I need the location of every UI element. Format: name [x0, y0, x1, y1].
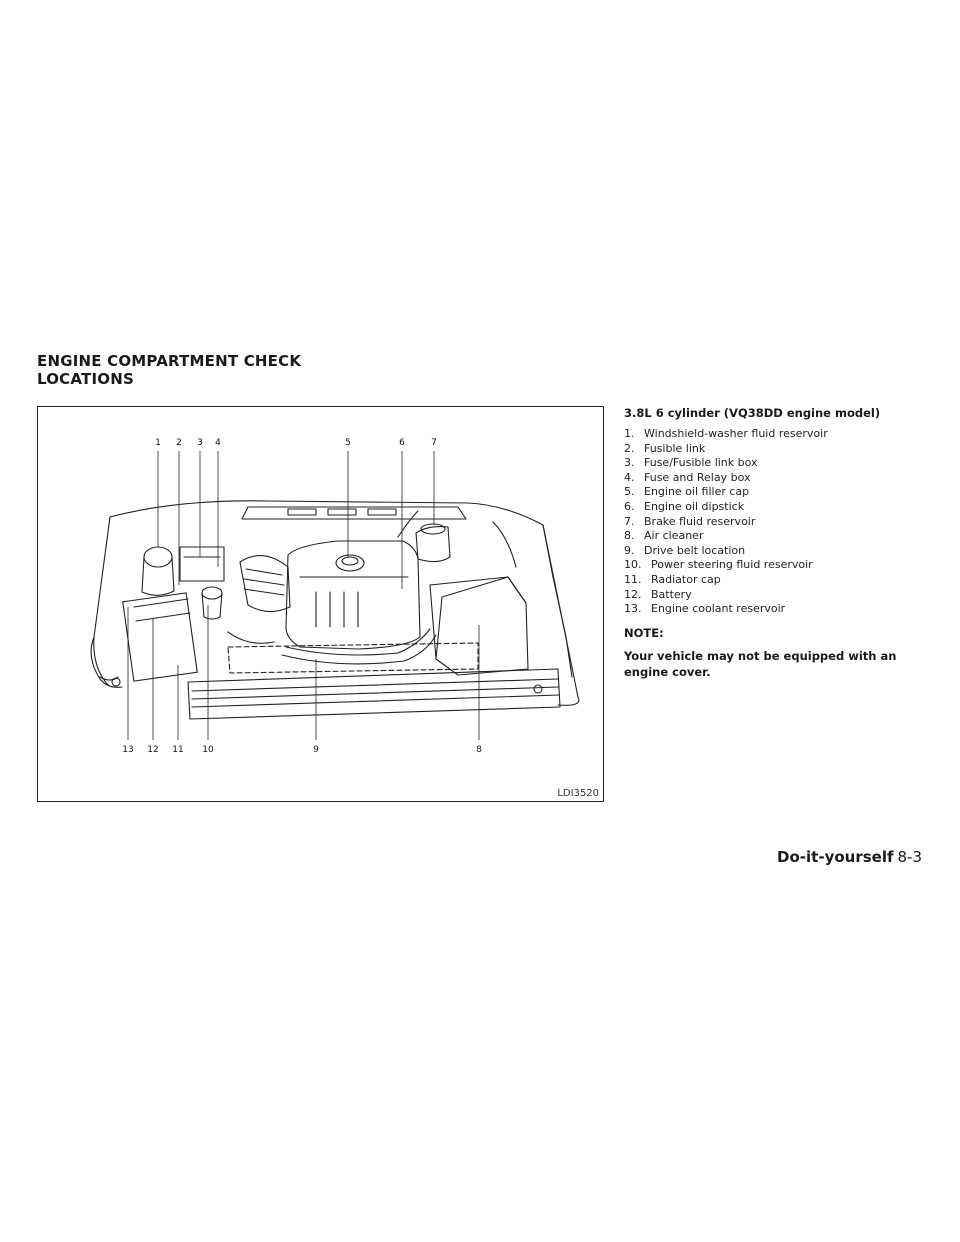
callout-1: 1	[155, 438, 161, 448]
callout-4: 4	[215, 438, 221, 448]
callout-10: 10	[202, 745, 214, 755]
list-item: 6. Engine oil dipstick	[624, 499, 745, 513]
engine-model-title: 3.8L 6 cylinder (VQ38DD engine model)	[624, 406, 881, 420]
callout-3: 3	[197, 438, 203, 448]
page-footer	[777, 848, 922, 866]
callout-7: 7	[431, 438, 437, 448]
list-item: 11. Radiator cap	[624, 572, 721, 586]
list-item: 1. Windshield-washer fluid reservoir	[624, 427, 828, 440]
section-heading-line-1: ENGINE COMPARTMENT CHECK	[37, 352, 302, 370]
list-item: 4. Fuse and Relay box	[624, 470, 751, 484]
spec-panel	[624, 406, 924, 680]
callout-13: 13	[122, 745, 134, 755]
parts-list	[624, 427, 924, 617]
callout-numbers-bottom	[122, 745, 482, 755]
callout-12: 12	[147, 745, 159, 755]
callout-6: 6	[399, 438, 405, 448]
note-text: Your vehicle may not be equipped with an engine cover.	[624, 648, 897, 679]
engine-compartment-figure	[37, 406, 604, 802]
section-heading	[37, 352, 367, 388]
callout-5: 5	[345, 438, 351, 448]
list-item: 8. Air cleaner	[624, 529, 704, 543]
list-item: 7. Brake fluid reservoir	[624, 514, 756, 528]
list-item: 2. Fusible link	[624, 441, 706, 455]
callout-11: 11	[172, 745, 184, 755]
figure-code: LDI3520	[557, 788, 599, 799]
list-item: 9. Drive belt location	[624, 543, 746, 557]
page-number: 8-3	[897, 848, 922, 866]
list-item: 10. Power steering fluid reservoir	[624, 558, 813, 572]
footer-section: Do-it-yourself	[777, 848, 894, 866]
engine-illustration	[38, 407, 603, 801]
list-item: 12. Battery	[624, 587, 692, 601]
list-item: 5. Engine oil filler cap	[624, 485, 750, 499]
note-heading: NOTE:	[624, 625, 664, 640]
callout-numbers-top	[155, 438, 437, 448]
list-item: 3. Fuse/Fusible link box	[624, 456, 758, 470]
callout-9: 9	[313, 745, 319, 755]
list-item: 13. Engine coolant reservoir	[624, 602, 786, 616]
callout-2: 2	[176, 438, 182, 448]
section-heading-line-2: LOCATIONS	[37, 370, 134, 388]
callout-8: 8	[476, 745, 482, 755]
